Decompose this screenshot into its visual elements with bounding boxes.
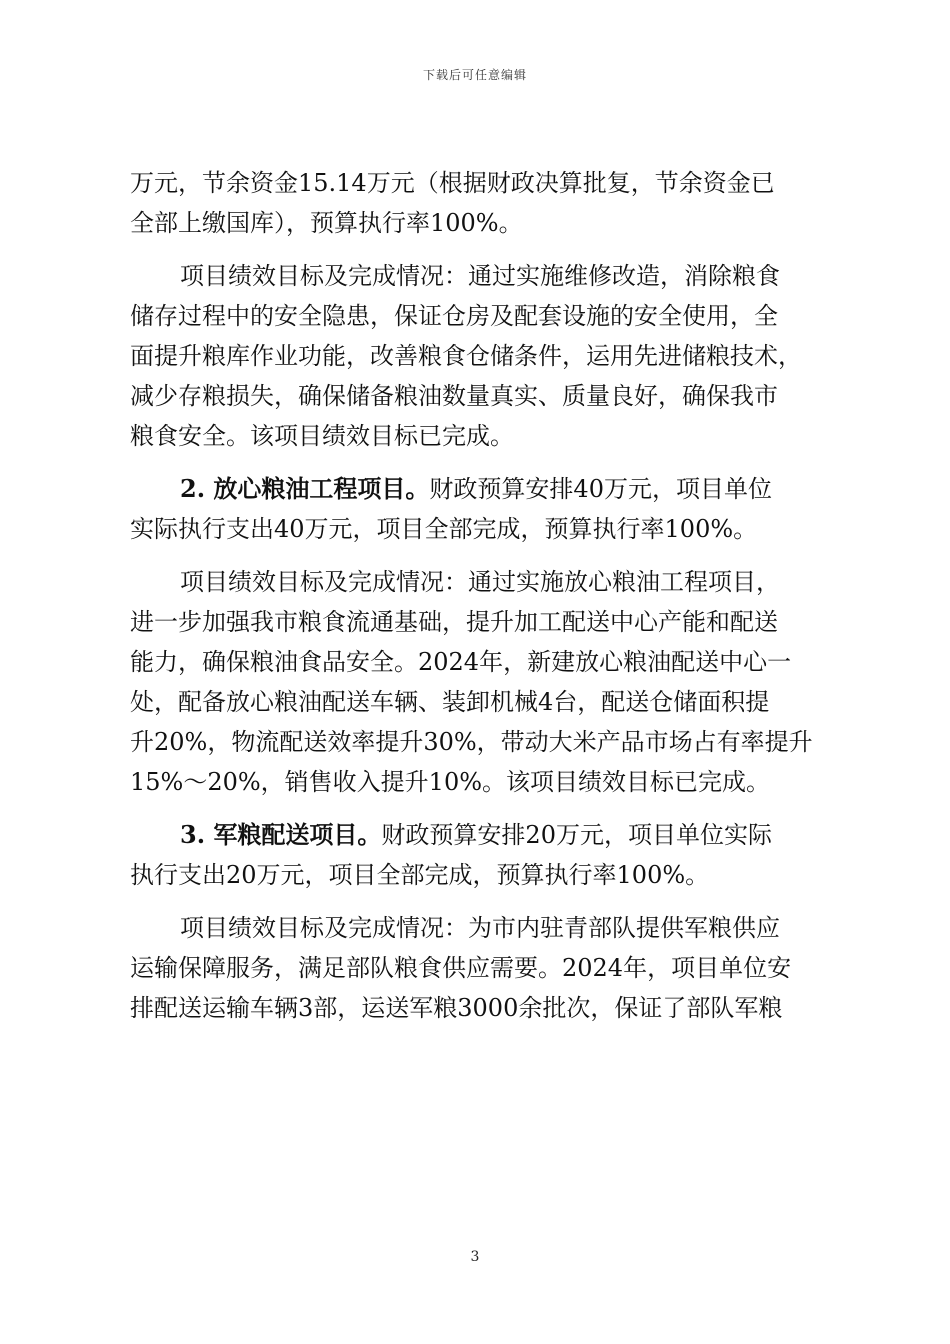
text-line: 实际执行支出40万元，项目全部完成，预算执行率100%。 [130, 515, 758, 543]
paragraph-budget-continuation [130, 163, 830, 243]
text-line: 进一步加强我市粮食流通基础，提升加工配送中心产能和配送 [130, 608, 778, 636]
paragraph-item-2 [130, 469, 830, 549]
text-line: 运输保障服务，满足部队粮食供应需要。2024年，项目单位安 [130, 954, 792, 982]
item-heading: 2. 放心粮油工程项目。 [180, 474, 430, 503]
text-line [130, 815, 830, 855]
text-line: 储存过程中的安全隐患，保证仓房及配套设施的安全使用，全 [130, 302, 778, 330]
text-line: 万元，节余资金15.14万元（根据财政决算批复，节余资金已 [130, 169, 775, 197]
item-heading-rest: 财政预算安排20万元，项目单位实际 [381, 821, 772, 849]
text-line: 排配送运输车辆3部，运送军粮3000余批次，保证了部队军粮 [130, 994, 783, 1022]
item-heading-rest: 财政预算安排40万元，项目单位 [429, 475, 772, 503]
item-heading: 3. 军粮配送项目。 [180, 820, 382, 849]
text-line: 减少存粮损失，确保储备粮油数量真实、质量良好，确保我市 [130, 382, 778, 410]
paragraph-military-grain-goals [130, 908, 830, 1028]
text-line: 项目绩效目标及完成情况：为市内驻青部队提供军粮供应 [180, 914, 780, 942]
text-line: 粮食安全。该项目绩效目标已完成。 [130, 422, 514, 450]
text-line: 能力，确保粮油食品安全。2024年，新建放心粮油配送中心一 [130, 648, 792, 676]
text-line: 15%～20%，销售收入提升10%。该项目绩效目标已完成。 [130, 768, 771, 796]
text-line: 处，配备放心粮油配送车辆、装卸机械4台，配送仓储面积提 [130, 688, 770, 716]
header-note: 下载后可任意编辑 [422, 68, 527, 82]
text-line [130, 469, 830, 509]
paragraph-grain-oil-goals [130, 562, 830, 802]
text-line: 升20%，物流配送效率提升30%，带动大米产品市场占有率提升 [130, 728, 813, 756]
document-body [130, 163, 830, 1028]
text-line: 全部上缴国库），预算执行率100%。 [130, 209, 523, 237]
paragraph-maintenance-goals [130, 256, 830, 456]
page-number: 3 [470, 1249, 480, 1265]
text-line: 面提升粮库作业功能，改善粮食仓储条件，运用先进储粮技术， [130, 342, 802, 370]
text-line: 项目绩效目标及完成情况：通过实施放心粮油工程项目， [180, 568, 780, 596]
text-line: 执行支出20万元，项目全部完成，预算执行率100%。 [130, 861, 710, 889]
text-line: 项目绩效目标及完成情况：通过实施维修改造，消除粮食 [180, 262, 780, 290]
paragraph-item-3 [130, 815, 830, 895]
